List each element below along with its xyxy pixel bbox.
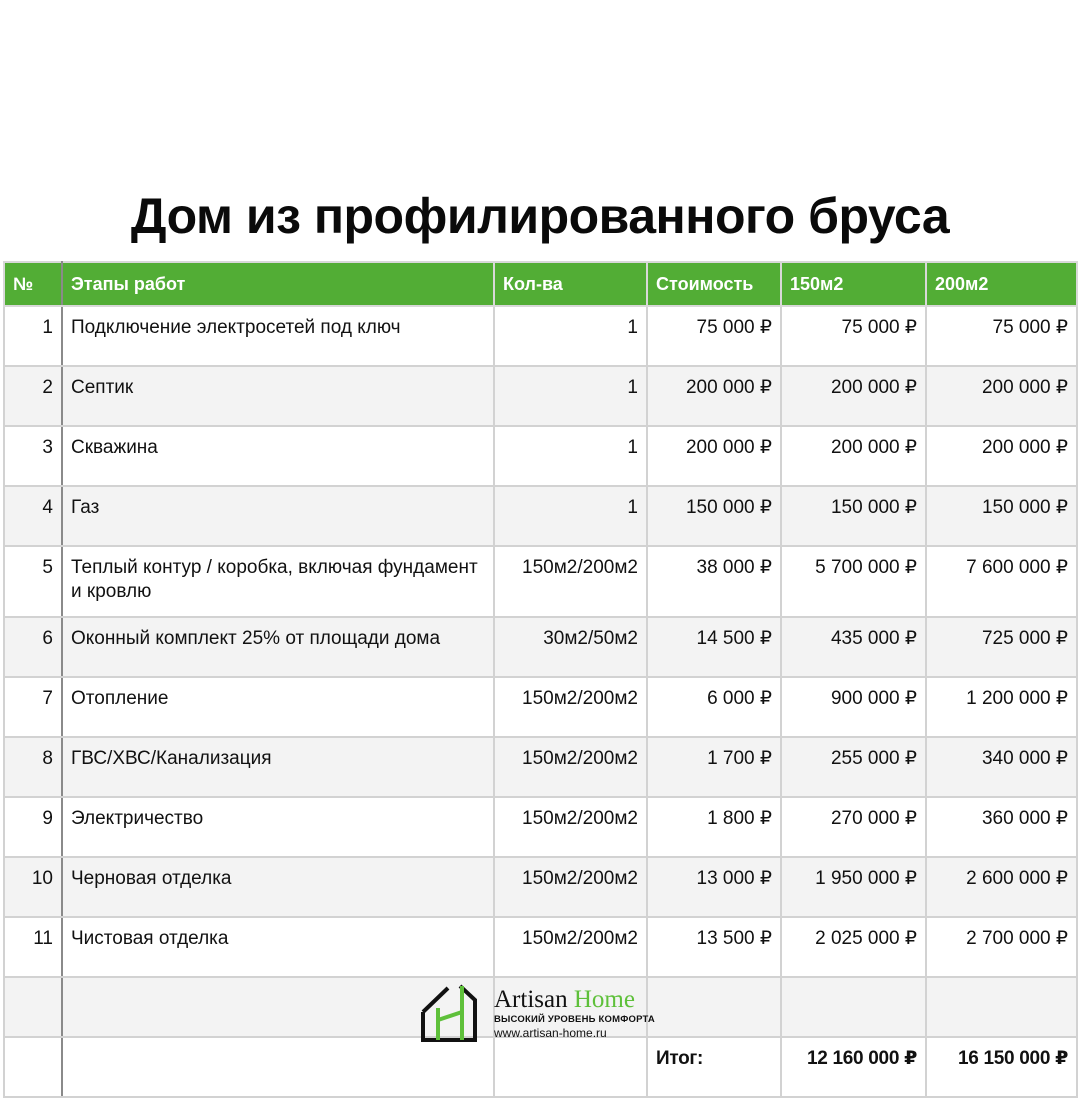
row-150m2: 200 000 ₽ (781, 426, 926, 486)
row-150m2: 5 700 000 ₽ (781, 546, 926, 617)
table-row (4, 486, 1077, 546)
row-quantity: 1 (494, 426, 647, 486)
header-number: № (4, 262, 62, 306)
row-cost: 200 000 ₽ (647, 426, 781, 486)
row-cost: 150 000 ₽ (647, 486, 781, 546)
row-quantity: 1 (494, 486, 647, 546)
row-200m2: 75 000 ₽ (926, 306, 1077, 366)
row-cost: 6 000 ₽ (647, 677, 781, 737)
total-150m2: 12 160 000 ₽ (781, 1037, 926, 1097)
total-200m2: 16 150 000 ₽ (926, 1037, 1077, 1097)
row-cost: 14 500 ₽ (647, 617, 781, 677)
table-row (4, 546, 1077, 617)
row-200m2: 1 200 000 ₽ (926, 677, 1077, 737)
row-stage: Септик (62, 366, 494, 426)
artisan-home-logo (420, 980, 680, 1046)
row-quantity: 150м2/200м2 (494, 857, 647, 917)
row-cost: 13 500 ₽ (647, 917, 781, 977)
website-link[interactable]: www.artisan-home.ru (494, 1025, 607, 1040)
row-quantity: 1 (494, 306, 647, 366)
row-150m2: 435 000 ₽ (781, 617, 926, 677)
row-number: 6 (4, 617, 62, 677)
brand-main: Artisan (494, 985, 574, 1013)
page-title: Дом из профилированного бруса (130, 188, 950, 244)
row-number: 10 (4, 857, 62, 917)
row-150m2: 900 000 ₽ (781, 677, 926, 737)
empty-cell (4, 977, 62, 1037)
table-row (4, 366, 1077, 426)
row-number: 9 (4, 797, 62, 857)
house-logo-icon (420, 982, 484, 1044)
row-stage: Подключение электросетей под ключ (62, 306, 494, 366)
row-stage: Электричество (62, 797, 494, 857)
row-stage: Чистовая отделка (62, 917, 494, 977)
row-150m2: 2 025 000 ₽ (781, 917, 926, 977)
row-cost: 75 000 ₽ (647, 306, 781, 366)
row-200m2: 200 000 ₽ (926, 426, 1077, 486)
row-cost: 200 000 ₽ (647, 366, 781, 426)
row-stage: Оконный комплект 25% от площади дома (62, 617, 494, 677)
row-quantity: 30м2/50м2 (494, 617, 647, 677)
row-cost: 1 700 ₽ (647, 737, 781, 797)
row-number: 4 (4, 486, 62, 546)
empty-cell (926, 977, 1077, 1037)
row-quantity: 150м2/200м2 (494, 677, 647, 737)
table-header-row (4, 262, 1077, 306)
row-150m2: 75 000 ₽ (781, 306, 926, 366)
empty-cell (4, 1037, 62, 1097)
row-cost: 1 800 ₽ (647, 797, 781, 857)
header-cost: Стоимость (647, 262, 781, 306)
row-stage: Скважина (62, 426, 494, 486)
row-number: 5 (4, 546, 62, 617)
table-row (4, 677, 1077, 737)
table-row (4, 306, 1077, 366)
row-number: 3 (4, 426, 62, 486)
row-number: 8 (4, 737, 62, 797)
row-150m2: 270 000 ₽ (781, 797, 926, 857)
row-150m2: 150 000 ₽ (781, 486, 926, 546)
row-150m2: 200 000 ₽ (781, 366, 926, 426)
row-150m2: 1 950 000 ₽ (781, 857, 926, 917)
row-cost: 13 000 ₽ (647, 857, 781, 917)
row-200m2: 2 600 000 ₽ (926, 857, 1077, 917)
row-stage: Отопление (62, 677, 494, 737)
brand-name (494, 987, 655, 1013)
cost-table (3, 261, 1078, 1098)
row-200m2: 7 600 000 ₽ (926, 546, 1077, 617)
row-quantity: 150м2/200м2 (494, 737, 647, 797)
header-150m2: 150м2 (781, 262, 926, 306)
table-row (4, 917, 1077, 977)
row-200m2: 200 000 ₽ (926, 366, 1077, 426)
row-stage: Теплый контур / коробка, включая фундамент и кровлю (62, 546, 494, 617)
row-quantity: 150м2/200м2 (494, 917, 647, 977)
row-quantity: 150м2/200м2 (494, 797, 647, 857)
total-label: Итог: (647, 1037, 781, 1097)
row-200m2: 725 000 ₽ (926, 617, 1077, 677)
row-200m2: 360 000 ₽ (926, 797, 1077, 857)
header-quantity: Кол-ва (494, 262, 647, 306)
table-row (4, 737, 1077, 797)
row-number: 2 (4, 366, 62, 426)
row-cost: 38 000 ₽ (647, 546, 781, 617)
row-200m2: 340 000 ₽ (926, 737, 1077, 797)
row-200m2: 150 000 ₽ (926, 486, 1077, 546)
empty-cell (781, 977, 926, 1037)
brand-tagline: ВЫСОКИЙ УРОВЕНЬ КОМФОРТА (494, 1013, 655, 1025)
header-stage: Этапы работ (62, 262, 494, 306)
row-stage: ГВС/ХВС/Канализация (62, 737, 494, 797)
table-row (4, 617, 1077, 677)
header-200m2: 200м2 (926, 262, 1077, 306)
row-150m2: 255 000 ₽ (781, 737, 926, 797)
row-number: 7 (4, 677, 62, 737)
empty-cell (494, 1037, 647, 1097)
row-number: 11 (4, 917, 62, 977)
row-quantity: 150м2/200м2 (494, 546, 647, 617)
row-number: 1 (4, 306, 62, 366)
row-stage: Черновая отделка (62, 857, 494, 917)
empty-cell (62, 1037, 494, 1097)
table-row (4, 797, 1077, 857)
brand-accent: Home (573, 985, 635, 1013)
row-quantity: 1 (494, 366, 647, 426)
table-row (4, 857, 1077, 917)
total-row (4, 1037, 1077, 1097)
row-stage: Газ (62, 486, 494, 546)
table-row (4, 426, 1077, 486)
row-200m2: 2 700 000 ₽ (926, 917, 1077, 977)
